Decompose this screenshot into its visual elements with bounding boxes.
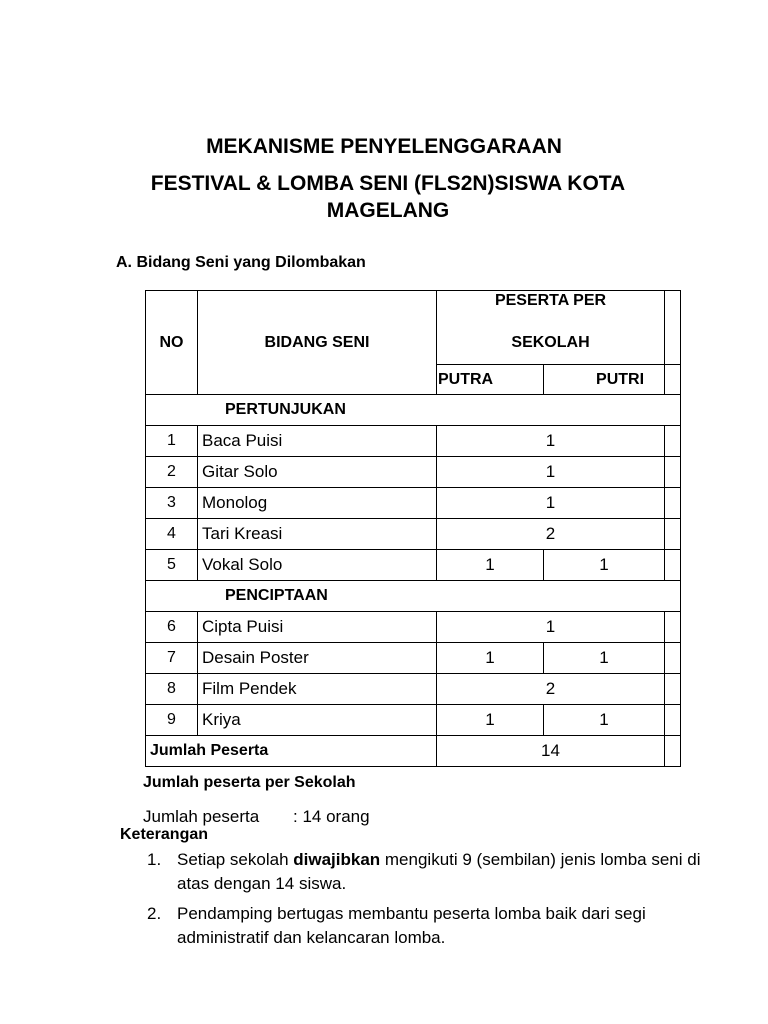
bidang-seni-table	[145, 290, 681, 767]
row-peserta-total: 2	[437, 674, 665, 705]
table-row	[146, 519, 681, 550]
header-no: NO	[146, 291, 198, 395]
row-bidang-seni: Kriya	[198, 705, 437, 736]
row-blank	[665, 705, 681, 736]
total-blank	[665, 736, 681, 767]
header-putra: PUTRA	[437, 365, 544, 395]
summary-label: Jumlah peserta	[143, 807, 260, 826]
total-label: Jumlah Peserta	[146, 736, 437, 767]
row-bidang-seni: Tari Kreasi	[198, 519, 437, 550]
table-row	[146, 550, 681, 581]
row-blank	[665, 550, 681, 581]
row-peserta-putra: 1	[437, 643, 544, 674]
table-row	[146, 457, 681, 488]
row-peserta-putra: 1	[437, 705, 544, 736]
table-row	[146, 426, 681, 457]
row-blank	[665, 612, 681, 643]
section-a-heading: A. Bidang Seni yang Dilombakan	[116, 254, 366, 271]
total-row	[146, 736, 681, 767]
header-blank-2	[665, 365, 681, 395]
row-peserta-total: 2	[437, 519, 665, 550]
item-text-after: mengikuti 9 (sembilan) jenis lomba seni di atas dengan 14 siswa.	[177, 850, 701, 893]
table-row	[146, 612, 681, 643]
item-text-bold: diwajibkan	[293, 850, 381, 869]
summary-line	[143, 807, 370, 827]
row-peserta-putri: 1	[544, 643, 665, 674]
item-number: 1.	[147, 850, 162, 869]
header-peserta-line1: PESERTA PER	[494, 291, 607, 309]
keterangan-item	[143, 902, 703, 950]
row-number: 3	[146, 488, 198, 519]
row-blank	[665, 457, 681, 488]
table-row	[146, 705, 681, 736]
row-peserta-total: 1	[437, 488, 665, 519]
row-number: 4	[146, 519, 198, 550]
item-number: 2.	[147, 904, 162, 923]
row-bidang-seni: Desain Poster	[198, 643, 437, 674]
header-blank	[665, 291, 681, 365]
item-text-before: Pendamping bertugas membantu peserta lomba baik dari segi administratif dan kelancaran lomba.	[177, 904, 646, 947]
total-value: 14	[437, 736, 665, 767]
row-peserta-total: 1	[437, 426, 665, 457]
table-row	[146, 674, 681, 705]
row-number: 2	[146, 457, 198, 488]
header-peserta-line2: SEKOLAH	[511, 333, 590, 351]
category-label: PERTUNJUKAN	[146, 395, 681, 426]
row-blank	[665, 674, 681, 705]
row-bidang-seni: Monolog	[198, 488, 437, 519]
row-bidang-seni: Gitar Solo	[198, 457, 437, 488]
row-blank	[665, 519, 681, 550]
title-line-2: FESTIVAL & LOMBA SENI (FLS2N)SISWA KOTA MAGELANG	[150, 172, 626, 222]
item-text-before: Setiap sekolah	[177, 850, 294, 869]
row-peserta-total: 1	[437, 612, 665, 643]
table-row	[146, 488, 681, 519]
row-number: 5	[146, 550, 198, 581]
summary-value: : 14 orang	[293, 807, 370, 826]
row-peserta-putri: 1	[544, 705, 665, 736]
row-peserta-total: 1	[437, 457, 665, 488]
category-label: PENCIPTAAN	[146, 581, 681, 612]
row-bidang-seni: Film Pendek	[198, 674, 437, 705]
row-number: 7	[146, 643, 198, 674]
row-number: 1	[146, 426, 198, 457]
keterangan-list	[143, 848, 703, 956]
row-blank	[665, 488, 681, 519]
row-peserta-putri: 1	[544, 550, 665, 581]
row-number: 6	[146, 612, 198, 643]
category-row	[146, 581, 681, 612]
header-peserta	[437, 291, 665, 365]
row-blank	[665, 426, 681, 457]
row-blank	[665, 643, 681, 674]
header-bidang-seni: BIDANG SENI	[198, 291, 437, 395]
keterangan-heading: Keterangan	[120, 826, 209, 843]
title-line-1: MEKANISME PENYELENGGARAAN	[206, 135, 562, 158]
row-number: 8	[146, 674, 198, 705]
row-peserta-putra: 1	[437, 550, 544, 581]
row-number: 9	[146, 705, 198, 736]
keterangan-item	[143, 848, 703, 896]
row-bidang-seni: Vokal Solo	[198, 550, 437, 581]
category-row	[146, 395, 681, 426]
summary-heading: Jumlah peserta per Sekolah	[143, 774, 356, 791]
header-putri: PUTRI	[544, 365, 665, 395]
row-bidang-seni: Baca Puisi	[198, 426, 437, 457]
table-row	[146, 643, 681, 674]
row-bidang-seni: Cipta Puisi	[198, 612, 437, 643]
